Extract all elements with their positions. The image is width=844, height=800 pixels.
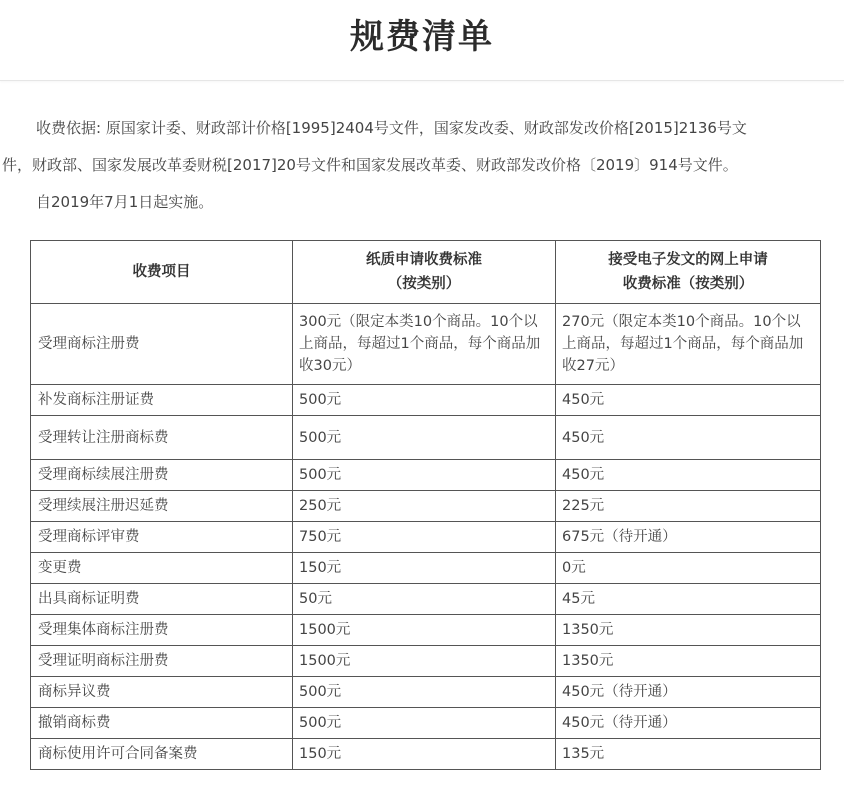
paper-fee-cell: 150元	[293, 739, 556, 770]
table-row	[31, 522, 821, 553]
fee-basis-paragraph	[0, 110, 844, 221]
header-fee-item	[31, 241, 293, 304]
paper-fee-cell: 50元	[293, 584, 556, 615]
online-fee-cell: 450元	[556, 416, 821, 460]
fee-item-cell: 商标异议费	[31, 677, 293, 708]
online-fee-cell: 450元（待开通）	[556, 677, 821, 708]
page-title: 规费清单	[350, 17, 494, 57]
paper-fee-cell: 500元	[293, 708, 556, 739]
paper-fee-cell: 250元	[293, 491, 556, 522]
fee-item-cell: 受理集体商标注册费	[31, 615, 293, 646]
header-paper-fee-line-1: 纸质申请收费标准	[366, 252, 482, 268]
paper-fee-cell: 150元	[293, 553, 556, 584]
table-row	[31, 416, 821, 460]
table-row	[31, 553, 821, 584]
fee-basis-line-3: 自2019年7月1日起实施。	[36, 193, 214, 211]
paper-fee-cell: 750元	[293, 522, 556, 553]
table-row	[31, 385, 821, 416]
online-fee-cell: 675元（待开通）	[556, 522, 821, 553]
header-online-fee	[556, 241, 821, 304]
header-fee-item-label: 收费项目	[132, 264, 191, 280]
table-row	[31, 646, 821, 677]
fee-item-cell: 受理商标续展注册费	[31, 460, 293, 491]
fee-item-cell: 受理商标评审费	[31, 522, 293, 553]
online-fee-cell: 225元	[556, 491, 821, 522]
paper-fee-cell: 1500元	[293, 615, 556, 646]
table-row	[31, 708, 821, 739]
paper-fee-cell: 500元	[293, 677, 556, 708]
online-fee-cell: 135元	[556, 739, 821, 770]
header-online-fee-line-2: 收费标准（按类别）	[622, 276, 754, 292]
title-bar	[0, 0, 844, 81]
fee-item-cell: 受理转让注册商标费	[31, 416, 293, 460]
fee-item-cell: 受理商标注册费	[31, 304, 293, 385]
table-row	[31, 739, 821, 770]
fee-table	[30, 240, 821, 770]
table-row	[31, 584, 821, 615]
paper-fee-cell: 300元（限定本类10个商品。10个以上商品，每超过1个商品，每个商品加收30元）	[293, 304, 556, 385]
fee-basis-line-2: 件，财政部、国家发展改革委财税[2017]20号文件和国家发展改革委、财政部发改价格〔2019〕914号文件。	[2, 156, 738, 174]
online-fee-cell: 45元	[556, 584, 821, 615]
paper-fee-cell: 500元	[293, 416, 556, 460]
paper-fee-cell: 500元	[293, 385, 556, 416]
table-row	[31, 304, 821, 385]
paper-fee-cell: 1500元	[293, 646, 556, 677]
online-fee-cell: 0元	[556, 553, 821, 584]
fee-item-cell: 变更费	[31, 553, 293, 584]
fee-item-cell: 受理证明商标注册费	[31, 646, 293, 677]
fee-item-cell: 商标使用许可合同备案费	[31, 739, 293, 770]
online-fee-cell: 450元（待开通）	[556, 708, 821, 739]
table-row	[31, 615, 821, 646]
online-fee-cell: 270元（限定本类10个商品。10个以上商品，每超过1个商品，每个商品加收27元）	[556, 304, 821, 385]
online-fee-cell: 450元	[556, 385, 821, 416]
header-paper-fee	[293, 241, 556, 304]
paper-fee-cell: 500元	[293, 460, 556, 491]
table-row	[31, 460, 821, 491]
table-row	[31, 491, 821, 522]
fee-table-header-row	[31, 241, 821, 304]
fee-basis-line-1: 收费依据: 原国家计委、财政部计价格[1995]2404号文件，国家发改委、财政部发改价格[2015]2136号文	[36, 119, 747, 137]
table-row	[31, 677, 821, 708]
fee-item-cell: 受理续展注册迟延费	[31, 491, 293, 522]
header-online-fee-line-1: 接受电子发文的网上申请	[608, 252, 768, 268]
fee-item-cell: 出具商标证明费	[31, 584, 293, 615]
online-fee-cell: 1350元	[556, 646, 821, 677]
online-fee-cell: 450元	[556, 460, 821, 491]
fee-item-cell: 补发商标注册证费	[31, 385, 293, 416]
online-fee-cell: 1350元	[556, 615, 821, 646]
fee-item-cell: 撤销商标费	[31, 708, 293, 739]
header-paper-fee-line-2: （按类别）	[387, 276, 461, 292]
